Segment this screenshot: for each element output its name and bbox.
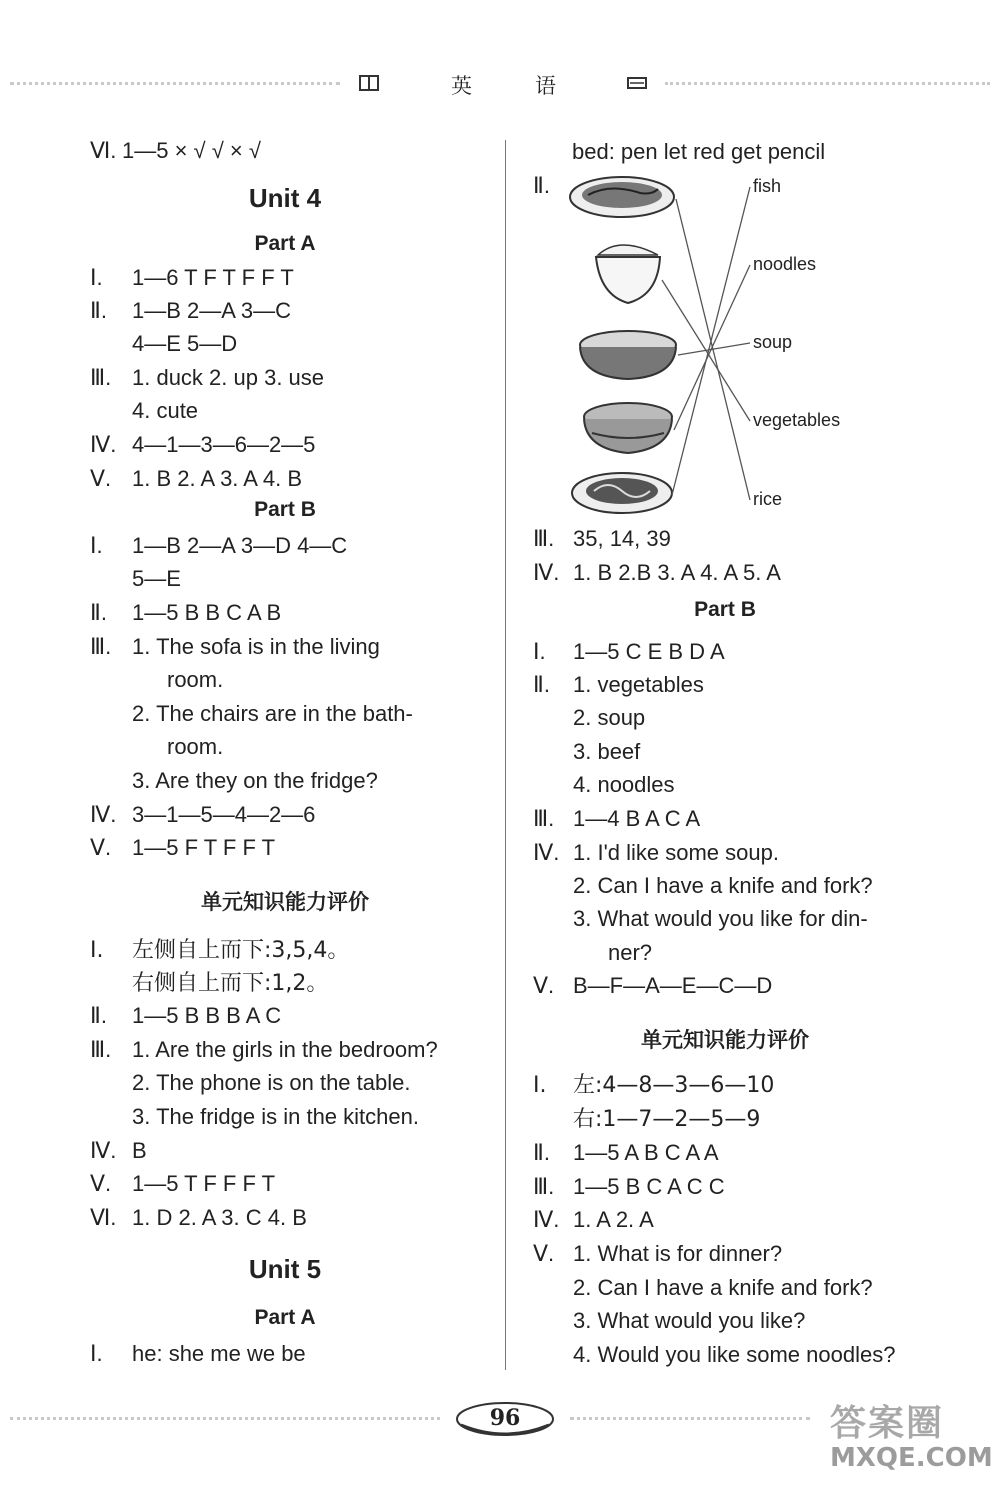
answer-line: 4. Would you like some noodles? bbox=[573, 1342, 896, 1367]
answer-line: Ⅰ. 1—5 C E B D A bbox=[533, 639, 725, 664]
answer-line: room. bbox=[167, 734, 224, 759]
answer-line: Ⅲ. 1—5 B C A C C bbox=[533, 1174, 725, 1199]
answer-line: Ⅰ. 1—6 T F T F F T bbox=[90, 265, 294, 290]
answer-line: Ⅳ. 1. I'd like some soup. bbox=[533, 840, 779, 865]
answer-line: Ⅵ. 1. D 2. A 3. C 4. B bbox=[90, 1205, 307, 1230]
answer-line: 3. beef bbox=[573, 739, 641, 764]
answer-line: 2. Can I have a knife and fork? bbox=[573, 1275, 873, 1300]
answer-line: Ⅲ. 1. The sofa is in the living bbox=[90, 634, 380, 659]
column-divider bbox=[505, 140, 506, 1370]
unit-4-title: Unit 4 bbox=[248, 183, 322, 213]
answer-line: Ⅳ. 3—1—5—4—2—6 bbox=[90, 802, 316, 827]
answer-line: 右侧自上而下:1,2。 bbox=[132, 971, 329, 996]
answer-line: 2. soup bbox=[573, 705, 646, 730]
fish-plate-image bbox=[570, 177, 674, 217]
part-a-heading: Part A bbox=[254, 232, 316, 255]
match-word-vegetables: vegetables bbox=[753, 410, 841, 430]
pencil-icon bbox=[626, 72, 648, 94]
answer-line: Ⅱ. 1—5 B B B A C bbox=[90, 1003, 282, 1028]
answer-line: Ⅰ. 1—B 2—A 3—D 4—C bbox=[90, 533, 348, 558]
answer-line: Ⅱ. 1. vegetables bbox=[533, 672, 704, 697]
answer-line: 4—E 5—D bbox=[132, 331, 238, 356]
answer-line: Ⅳ. B bbox=[90, 1138, 147, 1163]
answer-line: Ⅰ. he: she me we be bbox=[90, 1341, 306, 1366]
answer-line: Ⅰ. 左侧自上而下:3,5,4。 bbox=[90, 938, 350, 963]
answer-line: Ⅳ. 1. B 2.B 3. A 4. A 5. A bbox=[533, 560, 781, 585]
answer-line: Ⅱ. 1—B 2—A 3—C bbox=[90, 298, 291, 323]
answer-line: Ⅱ. 1—5 A B C A A bbox=[533, 1140, 719, 1165]
rice-bowl-image bbox=[596, 245, 660, 303]
footer-dots-left bbox=[10, 1417, 440, 1424]
header-dots-right bbox=[665, 82, 990, 89]
answer-line: Ⅴ. 1—5 F T F F T bbox=[90, 835, 276, 860]
answer-line: Ⅱ. 1—5 B B C A B bbox=[90, 600, 282, 625]
header-char-2: 语 bbox=[535, 74, 556, 98]
answer-line: 4. cute bbox=[132, 398, 199, 423]
answer-line: 右:1—7—2—5—9 bbox=[573, 1107, 761, 1132]
match-word-rice: rice bbox=[753, 489, 783, 509]
match-word-soup: soup bbox=[753, 332, 793, 352]
noodles-plate-image bbox=[572, 473, 672, 513]
answer-line: room. bbox=[167, 667, 224, 692]
match-word-fish: fish bbox=[753, 176, 782, 196]
answer-line: 3. What would you like? bbox=[573, 1308, 806, 1333]
answer-line: Ⅳ. 4—1—3—6—2—5 bbox=[90, 432, 316, 457]
answer-line: bed: pen let red get pencil bbox=[572, 139, 826, 164]
answer-line: 2. The phone is on the table. bbox=[132, 1070, 411, 1095]
vegetables-bowl-image bbox=[584, 403, 672, 453]
food-matching-diagram bbox=[560, 165, 860, 525]
answer-line: 2. Can I have a knife and fork? bbox=[573, 873, 873, 898]
watermark-title: 答案圈 bbox=[830, 1403, 945, 1444]
soup-bowl-image bbox=[580, 331, 676, 379]
answer-line: 4. noodles bbox=[573, 772, 675, 797]
answer-line: Ⅲ. 1. Are the girls in the bedroom? bbox=[90, 1037, 438, 1062]
watermark-logo bbox=[820, 1395, 995, 1480]
answer-line: Ⅲ. 35, 14, 39 bbox=[533, 526, 671, 551]
part-b-heading: Part B bbox=[694, 598, 756, 621]
answer-line: Ⅵ. 1—5 × √ √ × √ bbox=[90, 138, 261, 163]
answer-line: Ⅰ. 左:4—8—3—6—10 bbox=[533, 1073, 775, 1098]
page-header bbox=[0, 70, 1000, 100]
answer-line: Ⅴ. B—F—A—E—C—D bbox=[533, 973, 773, 998]
answer-line: 3. What would you like for din- bbox=[573, 906, 868, 931]
unit-evaluation-heading: 单元知识能力评价 bbox=[201, 890, 369, 914]
answer-line: 5—E bbox=[132, 566, 181, 591]
match-word-noodles: noodles bbox=[753, 254, 817, 274]
unit-evaluation-heading: 单元知识能力评价 bbox=[641, 1028, 809, 1052]
page-number: 96 bbox=[489, 1405, 521, 1431]
answer-line: Ⅴ. 1. What is for dinner? bbox=[533, 1241, 783, 1266]
watermark-url: MXQE.COM bbox=[830, 1443, 993, 1473]
page-number-badge bbox=[455, 1399, 555, 1439]
roman-numeral: Ⅱ. bbox=[533, 173, 550, 198]
answer-line: Ⅲ. 1—4 B A C A bbox=[533, 806, 701, 831]
answer-line: Ⅴ. 1. B 2. A 3. A 4. B bbox=[90, 466, 303, 491]
match-line bbox=[674, 265, 750, 430]
answer-line: Ⅳ. 1. A 2. A bbox=[533, 1207, 654, 1232]
part-b-heading: Part B bbox=[254, 498, 316, 521]
answer-line: 3. Are they on the fridge? bbox=[132, 768, 378, 793]
header-dots-left bbox=[10, 82, 340, 89]
answer-line: Ⅲ. 1. duck 2. up 3. use bbox=[90, 365, 325, 390]
part-a-heading: Part A bbox=[254, 1306, 316, 1329]
match-line bbox=[672, 187, 750, 495]
book-icon bbox=[358, 72, 380, 94]
unit-5-title: Unit 5 bbox=[248, 1254, 322, 1284]
answer-line: Ⅴ. 1—5 T F F F T bbox=[90, 1171, 276, 1196]
header-char-1: 英 bbox=[451, 74, 472, 98]
footer-dots-right bbox=[570, 1417, 810, 1424]
answer-line: 2. The chairs are in the bath- bbox=[132, 701, 413, 726]
answer-line: ner? bbox=[608, 940, 653, 965]
answer-line: 3. The fridge is in the kitchen. bbox=[132, 1104, 419, 1129]
